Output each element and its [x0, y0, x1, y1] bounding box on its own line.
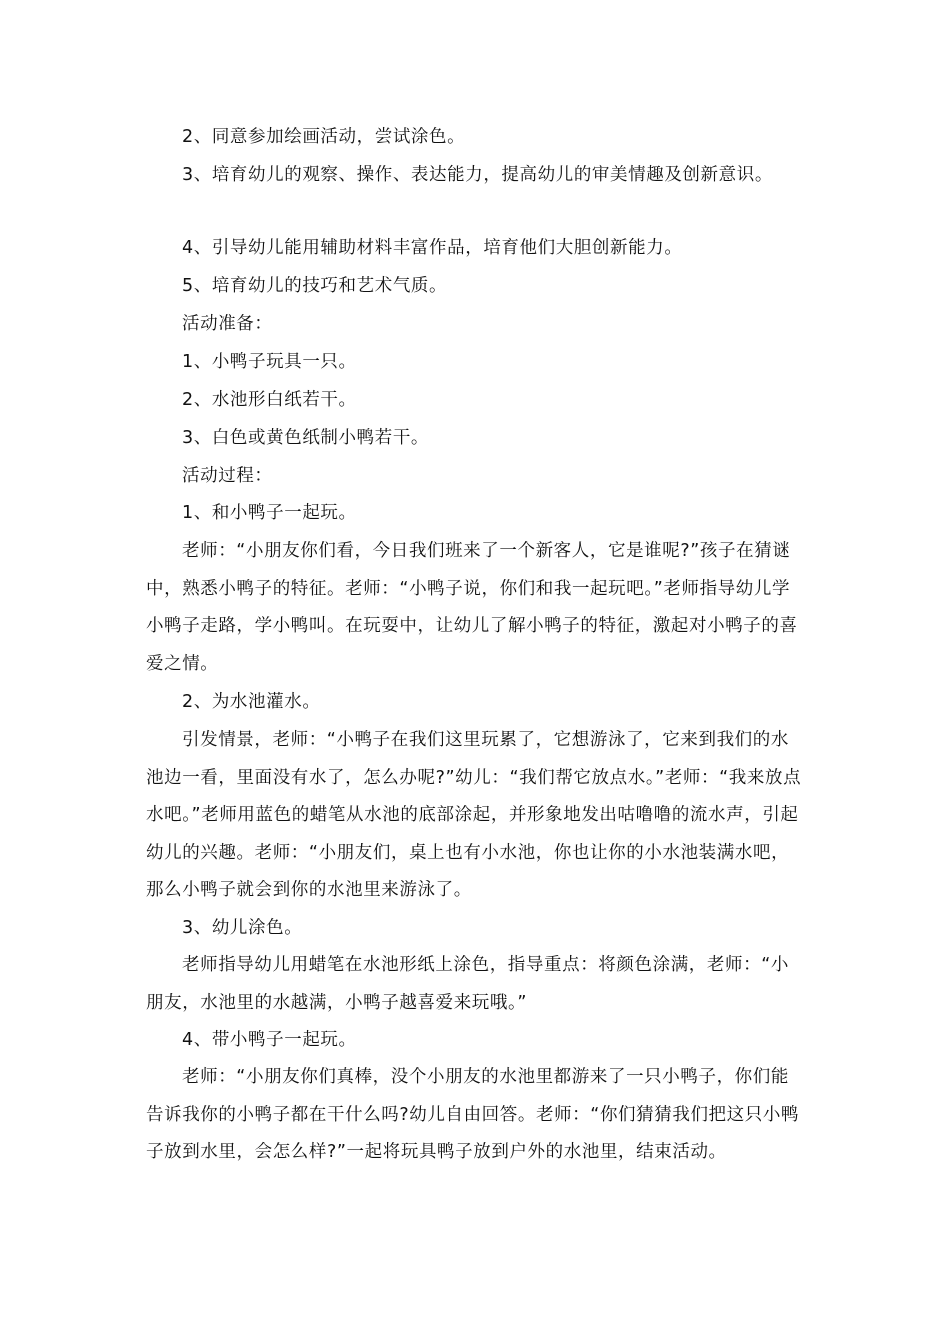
step-heading-2: 2、为水池灌水。 [182, 692, 321, 712]
goal-line-3: 3、培育幼儿的观察、操作、表达能力，提高幼儿的审美情趣及创新意识。 [182, 165, 773, 185]
step-paragraph-1: 老师：“小朋友你们看，今日我们班来了一个新客人，它是谁呢?”孩子在猜谜中，熟悉小鸭子的特征。老师：“小鸭子说，你们和我一起玩吧。”老师指导幼儿学小鸭子走路，学小鸭叫。在玩耍中，让幼儿了解小鸭子的特征，激起对小鸭子的喜爱之情。 [146, 541, 798, 674]
step-heading-3: 3、幼儿涂色。 [182, 918, 303, 938]
prep-item-1: 1、小鸭子玩具一只。 [182, 352, 357, 372]
prep-item-2: 2、水池形白纸若干。 [182, 390, 357, 410]
step-paragraph-2: 引发情景，老师：“小鸭子在我们这里玩累了，它想游泳了，它来到我们的水池边一看，里面没有水了，怎么办呢?”幼儿：“我们帮它放点水。”老师：“我来放点水吧。”老师用蓝色的蜡笔从水池的底部涂起，并形象地发出咕噜噜的流水声，引起幼儿的兴趣。老师：“小朋友们，桌上也有小水池，你也让你的小水池装满水吧，那么小鸭子就会到你的水池里来游泳了。 [146, 730, 802, 900]
section-heading-preparation: 活动准备： [182, 314, 273, 334]
step-heading-1: 1、和小鸭子一起玩。 [182, 503, 357, 523]
step-paragraph-3: 老师指导幼儿用蜡笔在水池形纸上涂色，指导重点：将颜色涂满，老师：“小朋友，水池里的水越满，小鸭子越喜爱来玩哦。” [146, 955, 789, 1013]
goal-line-5: 5、培育幼儿的技巧和艺术气质。 [182, 276, 448, 296]
goal-line-2: 2、同意参加绘画活动，尝试涂色。 [182, 127, 466, 147]
section-heading-process: 活动过程： [182, 466, 273, 486]
step-heading-4: 4、带小鸭子一起玩。 [182, 1030, 357, 1050]
step-paragraph-4: 老师：“小朋友你们真棒，没个小朋友的水池里都游来了一只小鸭子，你们能告诉我你的小鸭子都在干什么吗?幼儿自由回答。老师：“你们猜猜我们把这只小鸭子放到水里，会怎么样?”一起将玩具鸭子放到户外的水池里，结束活动。 [146, 1067, 800, 1162]
goal-line-4: 4、引导幼儿能用辅助材料丰富作品，培育他们大胆创新能力。 [182, 238, 683, 258]
prep-item-3: 3、白色或黄色纸制小鸭若干。 [182, 428, 430, 448]
